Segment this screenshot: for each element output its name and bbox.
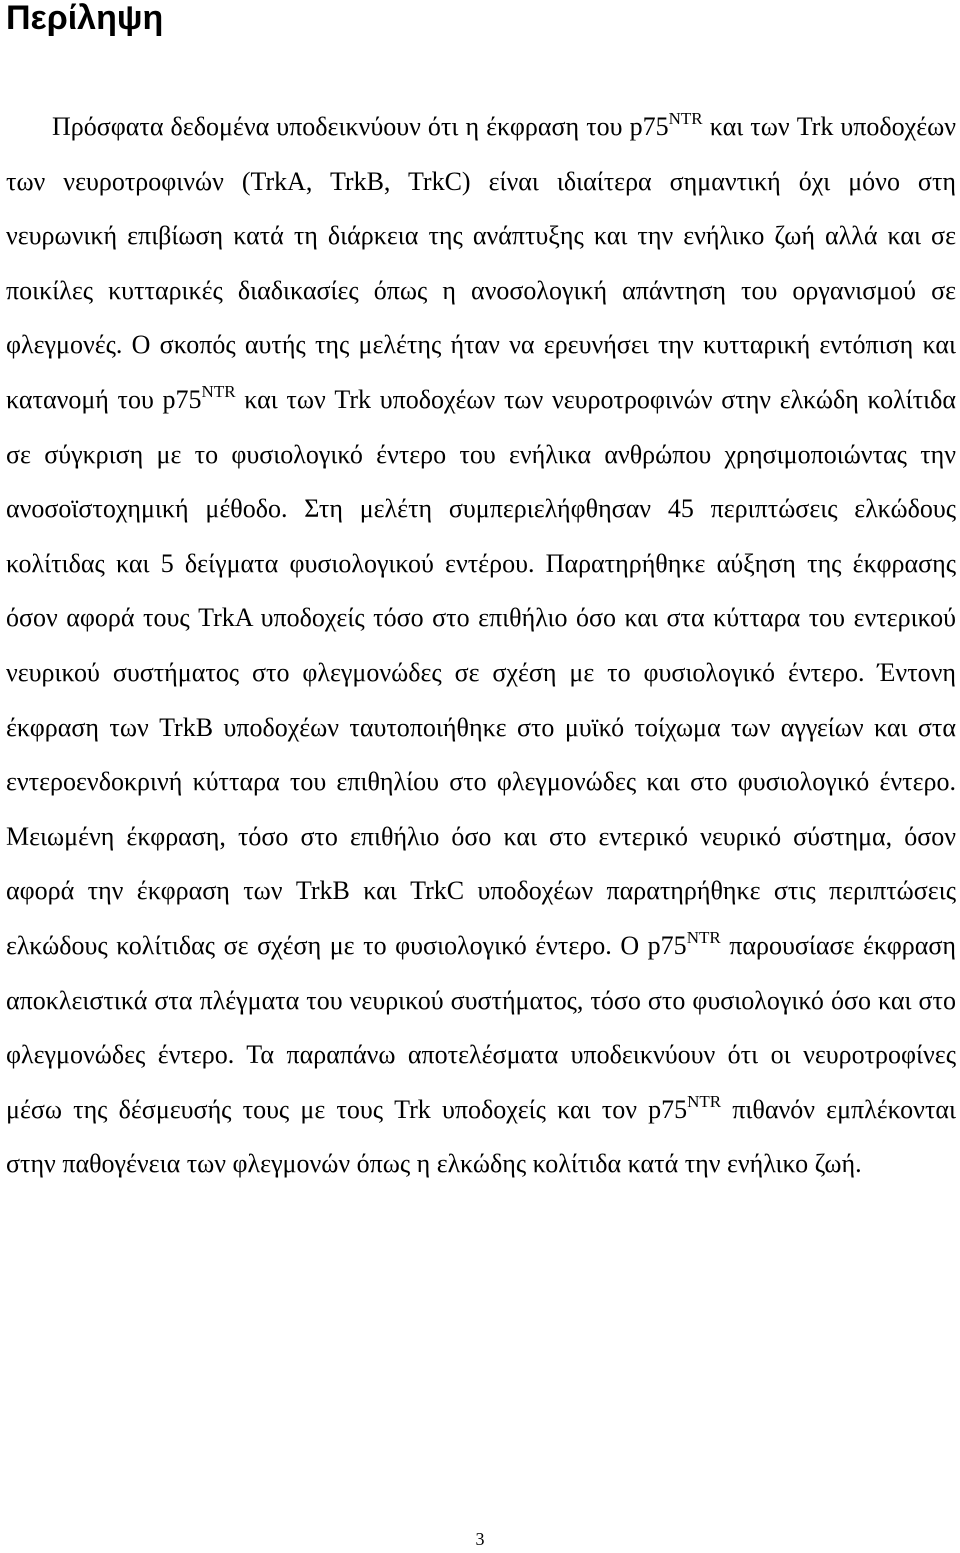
text-segment: και των Trk υποδοχέων των νευροτροφινών στην ελκώδη κολίτιδα σε σύγκριση με το φυσιολογικό έντερο του ενήλικα ανθρώπου χρησιμοποιώντας την ανοσοϊστοχημική μέθοδο. Στη μελέτη συμπεριελήφθησαν 45 περιπτώσεις ελκώδους κολίτιδας και 5 δείγματα φυσιολογικού εντέρου. Παρατηρήθηκε αύξηση της έκφρασης όσον αφορά τους TrkA υποδοχείς τόσο στο επιθήλιο όσο και στα κύτταρα του εντερικού νευρικού συστήματος στο φλεγμονώδες σε σχέση με το φυσιολογικό έντερο. Έντονη έκφραση των TrkB υποδοχέων ταυτοποιήθηκε στο μυϊκό τοίχωμα των αγγείων και στα εντεροενδοκρινή κύτταρα του επιθηλίου στο φλεγμονώδες και στο φυσιολογικό έντερο. Μειωμένη έκφραση, τόσο στο επιθήλιο όσο και στο εντερικό νευρικό σύστημα, όσον αφορά την έκφραση των TrkB και TrkC υποδοχέων παρατηρήθηκε στις περιπτώσεις ελκώδους κολίτιδας σε σχέση με το φυσιολογικό έντερο. Ο p75 [6, 384, 956, 960]
superscript-ntr: NTR [686, 927, 721, 947]
page-number: 3 [475, 1529, 485, 1549]
text-segment: παρουσίασε έκφραση αποκλειστικά στα πλέγματα του νευρικού συστήματος, τόσο στο φυσιολογικό όσο και στο φλεγμονώδες έντερο. Τα παραπάνω αποτελέσματα υποδεικνύουν ότι οι νευροτροφίνες μέσω της δέσμευσής τους με τους Trk υποδοχείς και τον p75 [6, 930, 956, 1124]
text-segment: πιθανόν εμπλέκονται στην παθογένεια των φλεγμονών όπως η ελκώδης κολίτιδα κατά την ενήλικο ζωή. [6, 1094, 957, 1179]
page-title: Περίληψη [6, 0, 164, 37]
abstract-paragraph [6, 100, 956, 1192]
superscript-ntr: NTR [687, 1091, 722, 1111]
text-segment: και των Trk υποδοχέων των νευροτροφινών (TrkA, TrkB, TrkC) είναι ιδιαίτερα σημαντική όχι μόνο στη νευρωνική επιβίωση κατά τη διάρκεια της ανάπτυξης και την ενήλικο ζωή αλλά και σε ποικίλες κυτταρικές διαδικασίες όπως η ανοσολογική απάντηση του οργανισμού σε φλεγμονές. Ο σκοπός αυτής της μελέτης ήταν να ερευνήσει την κυτταρική εντόπιση και κατανομή του p75 [6, 112, 957, 414]
superscript-ntr: NTR [668, 109, 703, 128]
superscript-ntr: NTR [201, 381, 236, 401]
text-segment: Πρόσφατα δεδομένα υποδεικνύουν ότι η έκφραση του p75 [52, 112, 669, 141]
